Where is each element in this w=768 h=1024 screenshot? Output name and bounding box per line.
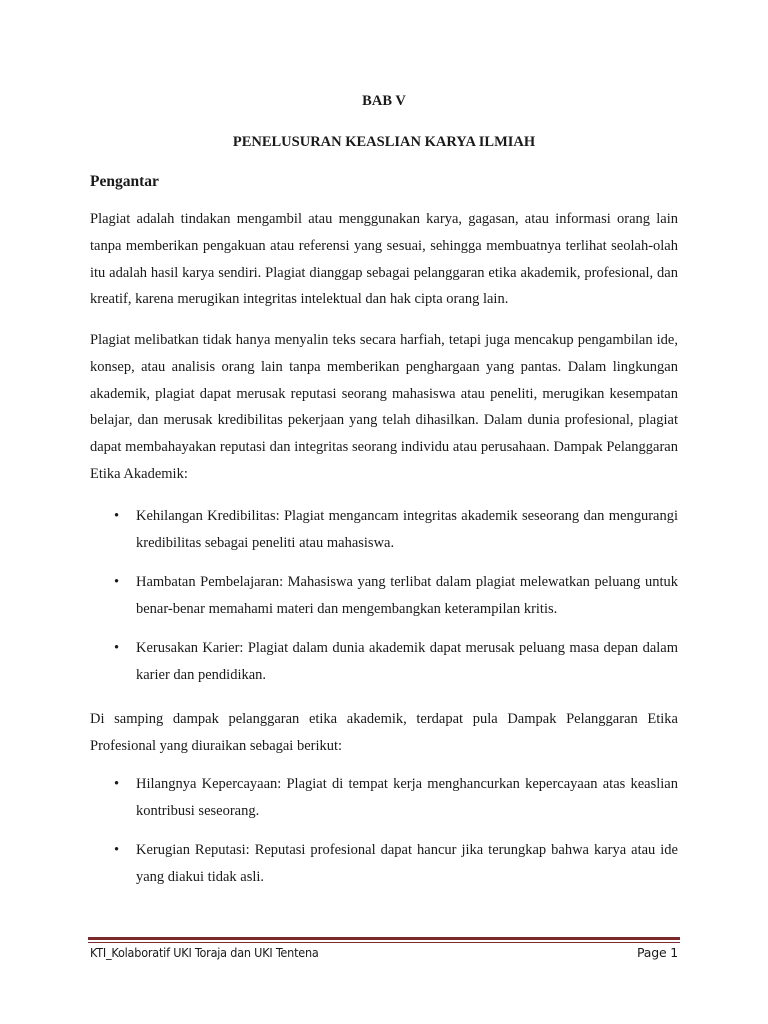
footer-document-name: KTI_Kolaboratif UKI Toraja dan UKI Tentena: [90, 945, 319, 960]
list-item: [90, 771, 678, 825]
paragraph-3: Di samping dampak pelanggaran etika akademik, terdapat pula Dampak Pelanggaran Etika Profesional yang diuraikan sebagai berikut:: [90, 711, 678, 754]
footer-divider-thick: [88, 937, 680, 940]
paragraph-2: Plagiat melibatkan tidak hanya menyalin teks secara harfiah, tetapi juga mencakup pengambilan ide, konsep, atau analisis orang lain tanpa memberikan penghargaan yang pantas. Dalam lingkungan akademik, plagiat dapat merusak reputasi seorang mahasiswa atau peneliti, merugikan kesempatan belajar, dan merusak kredibilitas pekerjaan yang telah dihasilkan. Dalam dunia profesional, plagiat dapat membahayakan reputasi dan integritas seorang individu atau perusahaan. Dampak Pelanggaran Etika Akademik:: [90, 332, 678, 482]
list-item-text: Hilangnya Kepercayaan: Plagiat di tempat kerja menghancurkan kepercayaan atas keaslian kontribusi seseorang.: [136, 776, 678, 819]
bullet-icon: •: [114, 640, 120, 657]
chapter-title: PENELUSURAN KEASLIAN KARYA ILMIAH: [232, 134, 536, 150]
paragraph-1: Plagiat adalah tindakan mengambil atau menggunakan karya, gagasan, atau informasi orang lain tanpa memberikan pengakuan atau referensi yang sesuai, sehingga membuatnya terlihat seolah-olah itu adalah hasil karya sendiri. Plagiat dianggap sebagai pelanggaran etika akademik, profesional, dan kreatif, karena merugikan integritas intelektual dan hak cipta orang lain.: [90, 211, 678, 308]
list-item-text: Kerusakan Karier: Plagiat dalam dunia akademik dapat merusak peluang masa depan dalam karier dan pendidikan.: [136, 640, 678, 683]
professional-impact-list: [90, 771, 678, 903]
bullet-icon: •: [114, 842, 120, 859]
section-heading: Pengantar: [90, 173, 159, 190]
list-item: [90, 569, 678, 623]
list-item: [90, 503, 678, 557]
footer-page-number: Page 1: [637, 945, 678, 960]
list-item-text: Kehilangan Kredibilitas: Plagiat mengancam integritas akademik seseorang dan mengurangi kredibilitas sebagai peneliti atau mahasiswa.: [136, 508, 678, 551]
academic-impact-list: [90, 503, 678, 701]
list-item-text: Kerugian Reputasi: Reputasi profesional dapat hancur jika terungkap bahwa karya atau ide yang diakui tidak asli.: [136, 842, 678, 885]
bullet-icon: •: [114, 508, 120, 524]
bullet-icon: •: [114, 574, 120, 591]
list-item: [90, 635, 678, 689]
chapter-number: BAB V: [362, 93, 406, 109]
footer-divider-thin: [88, 942, 680, 943]
list-item-text: Hambatan Pembelajaran: Mahasiswa yang terlibat dalam plagiat melewatkan peluang untuk benar-benar memahami materi dan mengembangkan keterampilan kritis.: [136, 574, 678, 617]
bullet-icon: •: [114, 776, 120, 792]
list-item: [90, 837, 678, 891]
